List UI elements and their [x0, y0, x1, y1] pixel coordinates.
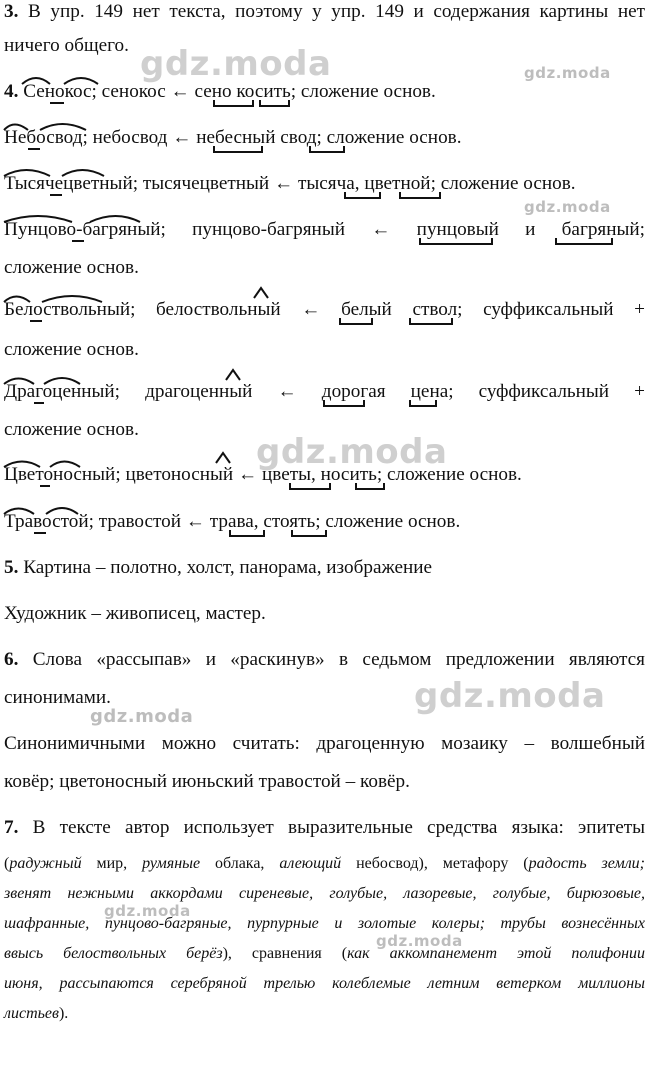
- base-bracket: [345, 192, 380, 198]
- suffix-caret: [216, 453, 230, 463]
- base-bracket: [556, 238, 612, 244]
- text-run: Драгоценный; драгоценный ← дорогая цена; суффиксальный +: [4, 381, 645, 402]
- text-run: ).: [58, 1005, 69, 1022]
- text-run: сложение основ.: [4, 257, 139, 278]
- italic-quote: листьев: [4, 1005, 59, 1022]
- root-arc: [42, 296, 102, 302]
- root-arc: [46, 508, 78, 514]
- base-bracket: [324, 400, 364, 406]
- text-run: Художник – живописец, мастер.: [4, 603, 266, 624]
- text-run: ковёр; цветоносный июньский травостой – ковёр.: [4, 771, 410, 792]
- root-arc: [40, 124, 86, 130]
- root-arc: [4, 462, 40, 468]
- text-run: Цветоносный; цветоносный ← цветы, носить; сложение основ.: [4, 464, 522, 485]
- italic-quote: ввысь белоствольных берёз: [4, 945, 223, 962]
- text-run: сложение основ.: [4, 339, 139, 360]
- text-run: небосвод), метафору (: [341, 855, 529, 872]
- italic-quote: румяные: [142, 855, 201, 872]
- text-run: ), сравнения (: [222, 945, 348, 962]
- text-run: (: [4, 855, 10, 872]
- watermark: gdz.moda: [376, 932, 463, 950]
- text-run: синонимами.: [4, 687, 111, 708]
- watermark: gdz.moda: [90, 706, 194, 727]
- text-run: Синонимичными можно считать: драгоценную мозаику – волшебный: [4, 733, 645, 754]
- item-number: 7.: [4, 817, 19, 838]
- text-run: мир,: [81, 855, 143, 872]
- text-run: Слова «рассыпав» и «раскинув» в седьмом предложении являются: [18, 649, 645, 670]
- base-bracket: [420, 238, 492, 244]
- italic-quote: июня, рассыпаются серебряной трелью колеблемые летним ветерком миллионы: [4, 975, 645, 992]
- base-bracket: [292, 530, 326, 536]
- item-number: 5.: [4, 557, 19, 578]
- text-run: Картина – полотно, холст, панорама, изображение: [18, 557, 433, 578]
- base-bracket: [290, 483, 330, 489]
- root-arc: [50, 462, 80, 468]
- base-bracket: [340, 318, 372, 324]
- root-arc: [4, 509, 34, 515]
- root-arc: [44, 378, 80, 384]
- base-bracket: [356, 483, 384, 489]
- suffix-caret: [226, 370, 240, 380]
- text-run: облака,: [200, 855, 280, 872]
- base-bracket: [410, 400, 436, 406]
- text-run: сложение основ.: [4, 419, 139, 440]
- root-arc: [62, 170, 104, 176]
- root-arc: [4, 170, 50, 176]
- watermark: gdz.moda: [104, 902, 191, 920]
- watermark: gdz.moda: [414, 676, 606, 716]
- text-run: Небосвод; небосвод ← небесный свод; сложение основ.: [4, 127, 462, 148]
- text-run: Тысячецветный; тысячецветный ← тысяча, цветной; сложение основ.: [4, 173, 576, 194]
- italic-quote: радость земли;: [528, 855, 645, 872]
- italic-quote: алеющий: [279, 855, 342, 872]
- base-bracket: [214, 146, 262, 152]
- suffix-caret: [254, 288, 268, 298]
- text-run: ничего общего.: [4, 35, 129, 56]
- italic-quote: радужный: [9, 855, 82, 872]
- watermark: gdz.moda: [140, 44, 332, 84]
- base-bracket: [260, 100, 289, 106]
- root-arc: [64, 78, 98, 84]
- base-bracket: [310, 146, 344, 152]
- base-bracket: [400, 192, 440, 198]
- watermark: gdz.moda: [256, 432, 448, 472]
- item-number: 6.: [4, 649, 19, 670]
- text-run: Пунцово-багряный; пунцово-багряный ← пунцовый и багряный;: [4, 219, 645, 240]
- italic-quote: шафранные, пунцово-багряные, пурпурные и золотые колеры; трубы вознесённых: [4, 915, 645, 932]
- item-number: 3.: [4, 1, 19, 22]
- watermark: gdz.moda: [524, 198, 611, 216]
- root-arc: [4, 216, 72, 222]
- base-bracket: [230, 530, 264, 536]
- root-arc: [22, 78, 50, 84]
- root-arc: [4, 297, 30, 303]
- base-bracket: [410, 318, 452, 324]
- text-run: Белоствольный; белоствольный ← белый ствол; суффиксальный +: [4, 299, 645, 320]
- text-run: Травостой; травостой ← трава, стоять; сложение основ.: [4, 511, 461, 532]
- italic-quote: звенят нежными аккордами сиреневые, голубые, лазоревые, голубые, бирюзовые,: [4, 885, 645, 902]
- base-bracket: [214, 100, 253, 106]
- item-number: 4.: [4, 81, 19, 102]
- text-run: В тексте автор использует выразительные средства языка: эпитеты: [18, 817, 645, 838]
- root-arc: [90, 216, 140, 222]
- watermark: gdz.moda: [524, 64, 611, 82]
- text-run: Сенокос; сенокос ← сено косить; сложение основ.: [18, 81, 436, 102]
- root-arc: [4, 125, 28, 131]
- root-arc: [4, 379, 34, 385]
- text-run: В упр. 149 нет текста, поэтому у упр. 149 и содержания картины нет: [18, 1, 645, 22]
- italic-quote: как аккомпанемент этой полифонии: [347, 945, 646, 962]
